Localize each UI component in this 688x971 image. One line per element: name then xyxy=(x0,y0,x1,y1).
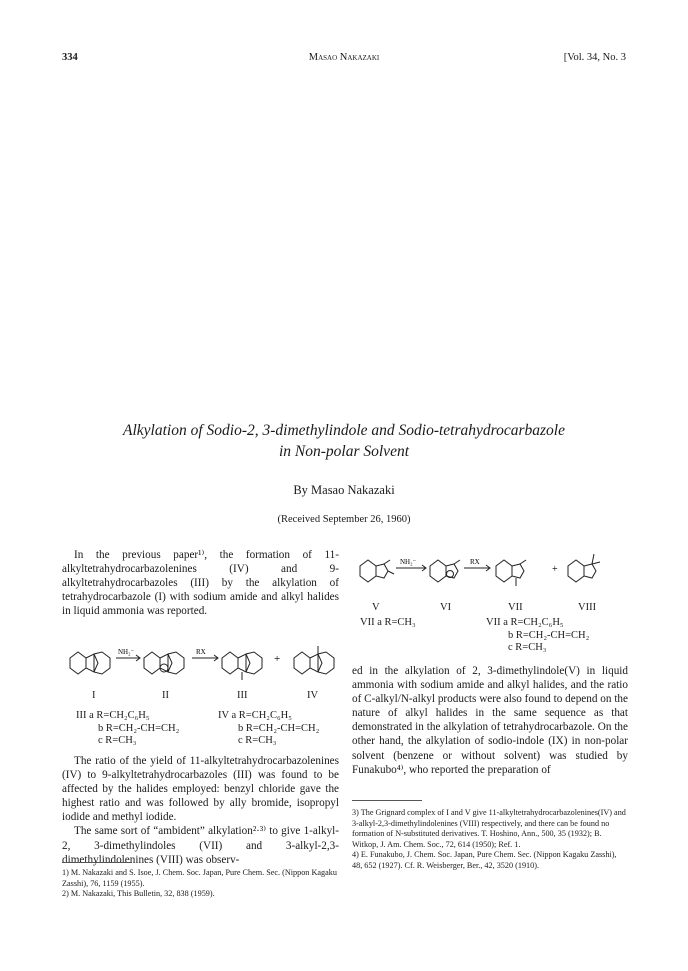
title-line-1: Alkylation of Sodio-2, 3-dimethylindole and Sodio-tetrahydrocarbazole xyxy=(123,422,565,439)
list-cell: IV a R=CH₂C₆H₅ xyxy=(218,710,292,721)
list-row xyxy=(76,710,346,723)
structure-VI xyxy=(430,560,460,582)
label-V: V xyxy=(372,602,380,613)
received-date: (Received September 26, 1960) xyxy=(277,514,411,525)
list-cell: c R=CH₃ xyxy=(98,735,137,746)
list-row xyxy=(360,642,630,655)
paragraph-ratio: The ratio of the yield of 11-alkyltetrahydrocarbazolenines (IV) to 9-alkyltetrahydrocarbazoles (III) was found to be affected by the halides employed: benzyl chloride gave the highest ratio and was followed by ally bromide, isopropyl iodide and methyl iodide. xyxy=(62,755,339,824)
running-author: Masao Nakazaki xyxy=(308,52,380,63)
list-cell: III a R=CH₂C₆H₅ xyxy=(76,710,150,721)
label-VII: VII xyxy=(508,602,523,613)
list-row xyxy=(76,723,346,736)
volume-info: [Vol. 34, No. 3 xyxy=(563,52,626,63)
article-title xyxy=(60,420,628,462)
scheme-1-structures xyxy=(62,636,347,686)
page-number: 334 xyxy=(62,52,78,63)
list-cell: b R=CH₂-CH=CH₂ xyxy=(508,629,590,641)
structure-III xyxy=(222,652,262,680)
reagent-rx-2: RX xyxy=(470,558,480,566)
label-VIII: VIII xyxy=(578,602,597,613)
footnote-3: 3) The Grignard complex of I and V give 11-alkyltetrahydrocarbazolenines(IV) and 3-alkyl-2,3-dimethylindolenines (VIII) respectively, and there can be found no formation of N-substituted derivatives. T. Hoshino, Ann., 500, 35 (1932); B. Witkop, J. Am. Chem. Soc., 72, 614 (1950); Ref. 1. xyxy=(352,808,626,849)
scheme-2-substituent-list xyxy=(360,617,630,655)
reagent-rx-1: RX xyxy=(196,648,206,656)
label-I: I xyxy=(92,690,96,701)
scheme-2-labels xyxy=(350,602,627,616)
right-footnotes xyxy=(352,808,628,872)
byline: By Masao Nakazaki xyxy=(293,483,395,497)
list-cell: c R=CH₃ xyxy=(238,735,277,746)
footnote-rule-left xyxy=(62,862,132,863)
structure-VIII xyxy=(568,554,600,582)
list-cell: VII a R=CH₂C₆H₅ xyxy=(486,617,564,628)
structure-V xyxy=(360,560,394,582)
footnote-2: 2) M. Nakazaki, This Bulletin, 32, 838 (1959). xyxy=(62,889,215,899)
plus-sign-1: + xyxy=(274,653,281,665)
scheme-2-structures xyxy=(350,546,630,602)
footnote-rule-right xyxy=(352,800,422,801)
scheme-1-labels xyxy=(62,690,339,704)
left-body xyxy=(62,754,339,867)
reagent-nh2-1: NH₂⁻ xyxy=(118,648,135,656)
label-VI: VI xyxy=(440,602,452,613)
list-row xyxy=(76,735,346,748)
plus-sign-2: + xyxy=(552,564,558,575)
list-row xyxy=(360,617,630,630)
paragraph-alkylation: ed in the alkylation of 2, 3-dimethylindole(V) in liquid ammonia with sodium amide and alkyl halides, and the ratio of C-alkyl/N-alkyl products were also found to depend on the nature of alkyl halides in the same sequence as that demonstrated in the alkylation of tetrahydrocarbazole. On the other hand, the alkylation of sodio-indole (IX) in non-polar solvent (benzene or without solvent) was studied by Funakubo⁴⁾, who reported the preparation of xyxy=(352,665,628,776)
structure-II xyxy=(144,652,184,674)
structure-I xyxy=(70,652,110,674)
label-III: III xyxy=(237,690,248,701)
left-intro-paragraph xyxy=(62,548,339,618)
intro-text: In the previous paper¹⁾, the formation of 11-alkyltetrahydrocarbazolenines (IV) and 9-alkyltetrahydrocarbazoles (III) by the alkylation of tetrahydrocarbazole (I) with sodium amide and alkyl halides in liquid ammonia was reported. xyxy=(62,549,339,618)
list-cell: c R=CH₃ xyxy=(508,642,547,653)
scheme-1-substituent-list xyxy=(76,710,346,748)
footnote-4: 4) E. Funakubo, J. Chem. Soc. Japan, Pure Chem. Sec. (Nippon Kagaku Zasshi), 48, 652 (1927). Cf. R. Weisberger, Ber., 42, 3520 (1910). xyxy=(352,850,617,870)
list-cell: VII a R=CH₃ xyxy=(360,617,416,628)
left-footnotes xyxy=(62,868,339,900)
list-cell: b R=CH₂-CH=CH₂ xyxy=(238,722,320,734)
list-row xyxy=(360,630,630,643)
label-IV: IV xyxy=(307,690,319,701)
structure-IV xyxy=(294,646,334,674)
list-cell: b R=CH₂-CH=CH₂ xyxy=(98,722,180,734)
right-body xyxy=(352,664,628,777)
paragraph-ambident: The same sort of “ambident” alkylation²·³⁾ to give 1-alkyl-2, 3-dimethylindoles (VII) and 3-alkyl-2,3-dimethylindolenines (VIII) was observ- xyxy=(62,825,339,866)
footnote-1: 1) M. Nakazaki and S. Isoe, J. Chem. Soc. Japan, Pure Chem. Sec. (Nippon Kagaku Zasshi), 76, 1159 (1955). xyxy=(62,868,337,888)
structure-VII xyxy=(496,560,526,586)
reagent-nh2-2: NH₂⁻ xyxy=(400,558,417,566)
title-line-2: in Non-polar Solvent xyxy=(278,443,410,460)
label-II: II xyxy=(162,690,169,701)
